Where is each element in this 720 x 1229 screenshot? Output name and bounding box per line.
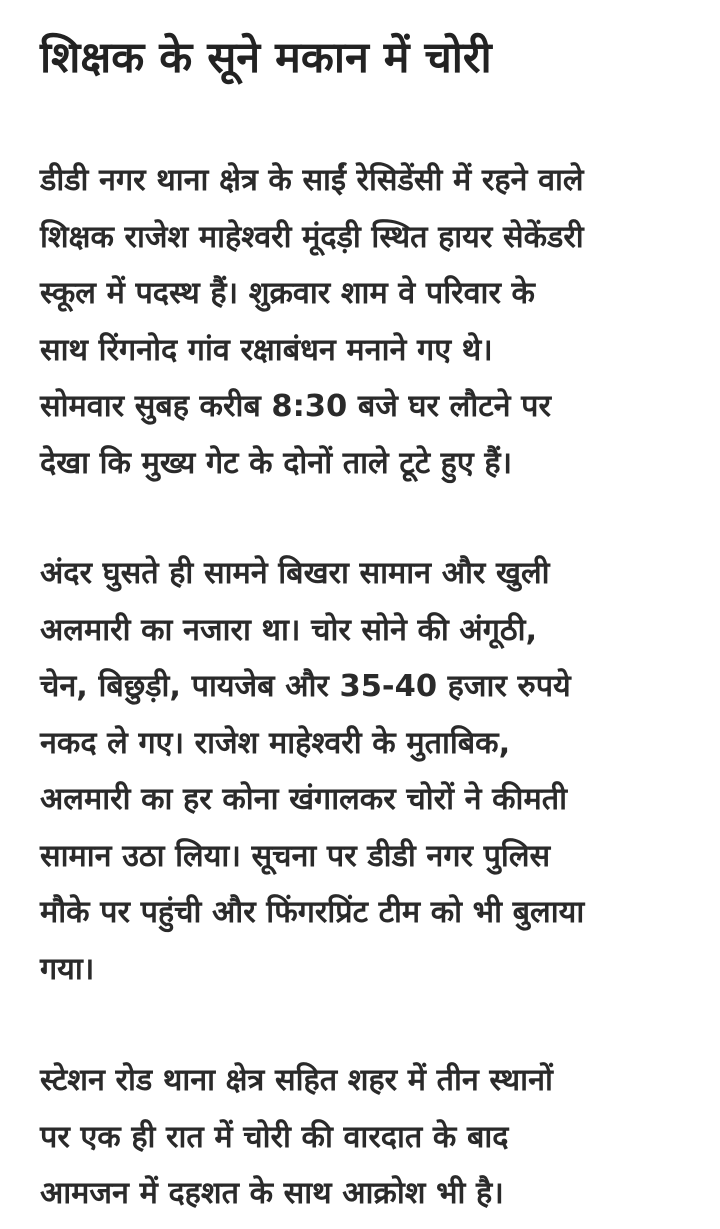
paragraph-line: अलमारी का नजारा था। चोर सोने की अंगूठी, (40, 612, 538, 648)
paragraph-line: अलमारी का हर कोना खंगालकर चोरों ने कीमती (40, 782, 567, 817)
paragraph-line: चेन, बिछुड़ी, पायजेब और 35-40 हजार रुपये (40, 669, 571, 704)
paragraph-line: आमजन में दहशत के साथ आक्रोश भी है। (40, 1176, 504, 1211)
paragraph-line: देखा कि मुख्य गेट के दोनों ताले टूटे हुए हैं। (40, 445, 513, 481)
news-article (40, 28, 690, 1211)
paragraph-line: सोमवार सुबह करीब 8:30 बजे घर लौटने पर (40, 389, 551, 424)
article-headline: शिक्षक के सूने मकान में चोरी (40, 33, 492, 83)
paragraph-line: शिक्षक राजेश माहेश्वरी मूंदड़ी स्थित हायर सेकेंडरी (40, 219, 584, 255)
paragraph-line: नकद ले गए। राजेश माहेश्वरी के मुताबिक, (40, 725, 511, 761)
paragraph-line: स्टेशन रोड थाना क्षेत्र सहित शहर में तीन स्थानों (40, 1063, 553, 1098)
paragraph-line: पर एक ही रात में चोरी की वारदात के बाद (40, 1119, 509, 1155)
paragraph-line: गया। (40, 951, 95, 987)
article-paragraph-3 (40, 1053, 553, 1223)
paragraph-line: सामान उठा लिया। सूचना पर डीडी नगर पुलिस (40, 838, 551, 874)
article-paragraph-2 (40, 546, 584, 998)
paragraph-line: मौके पर पहुंची और फिंगरप्रिंट टीम को भी बुलाया (40, 895, 585, 930)
article-paragraph-1 (40, 153, 584, 492)
paragraph-line: स्कूल में पदस्थ हैं। शुक्रवार शाम वे परिवार के (40, 276, 535, 311)
paragraph-line: साथ रिंगनोद गांव रक्षाबंधन मनाने गए थे। (40, 332, 493, 368)
paragraph-line: डीडी नगर थाना क्षेत्र के साईं रेसिडेंसी में रहने वाले (40, 163, 584, 198)
paragraph-line: अंदर घुसते ही सामने बिखरा सामान और खुली (40, 556, 550, 591)
